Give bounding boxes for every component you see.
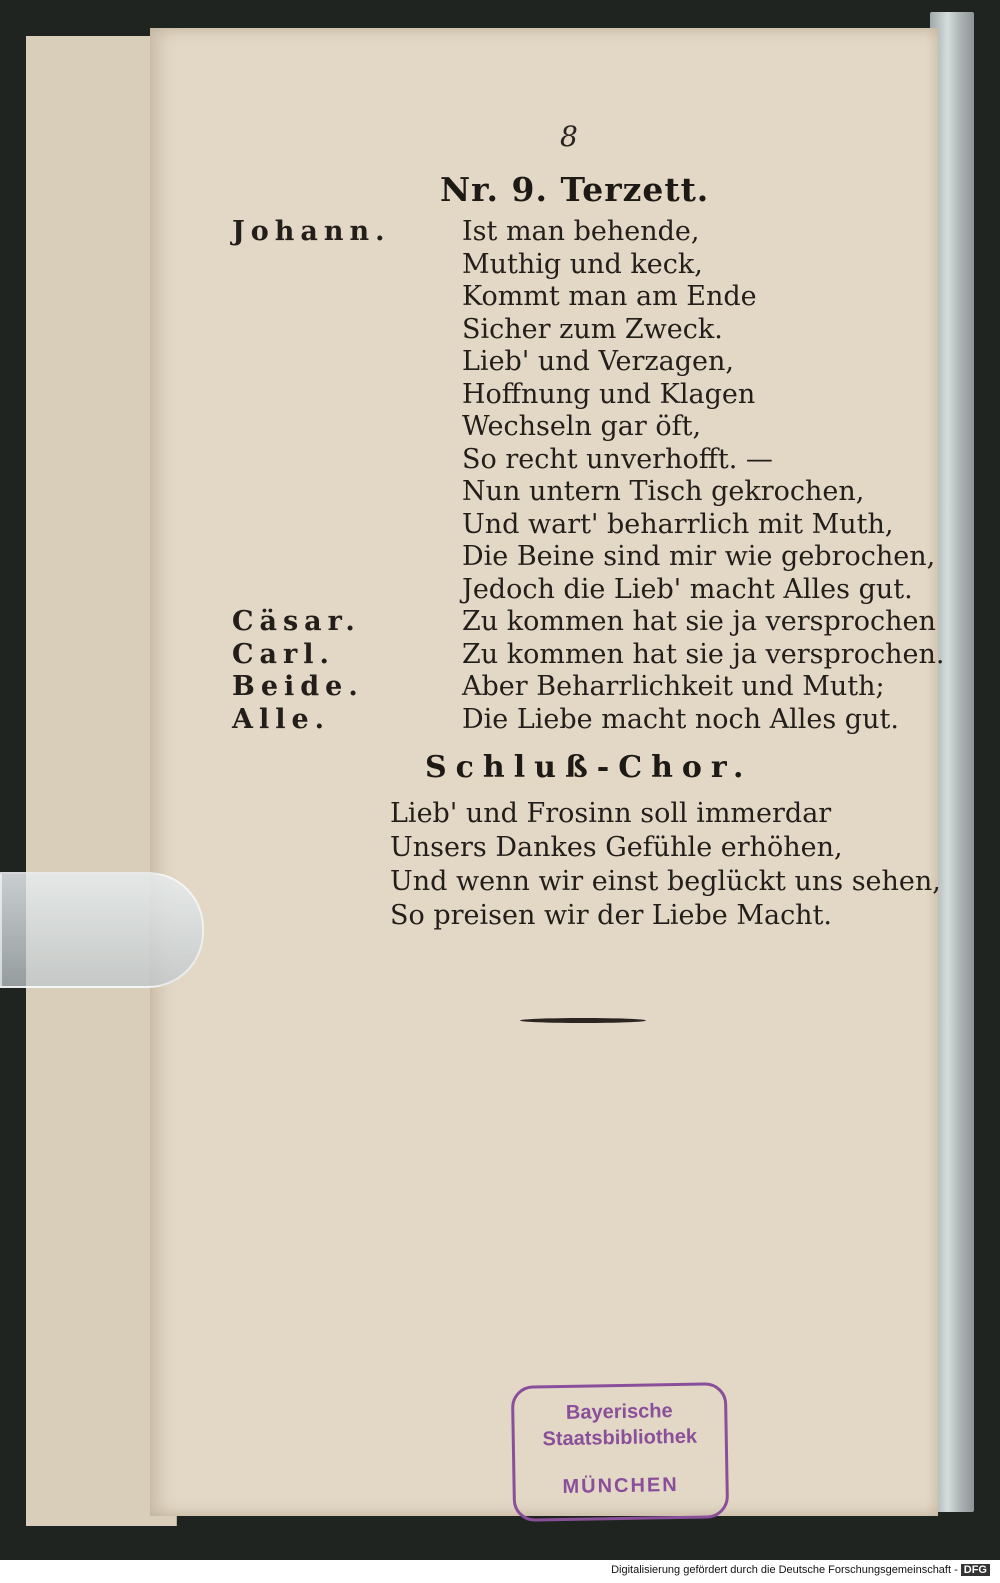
verse-line: Wechseln gar öft, [462,411,702,442]
verse-row [232,606,936,638]
library-stamp [511,1382,729,1522]
verse-row [232,216,922,248]
verse-row [232,509,922,541]
verse-row [232,314,922,346]
verse-row [232,704,922,736]
verse-line: Und wart' beharrlich mit Muth, [462,508,894,540]
verse-line: Die Liebe macht noch Alles gut. [462,703,899,735]
page-clip [0,872,204,988]
chorus-line: Lieb' und Frosinn soll immerdar [390,798,832,829]
footer-credit [607,1562,994,1578]
footer-text: Digitalisierung gefördert durch die Deutsche Forschungsgemeinschaft - [611,1564,958,1576]
speaker-name: Alle. [232,703,331,735]
divider-ornament [520,1018,646,1023]
verse-line: Nun untern Tisch gekrochen, [462,476,865,507]
verse-line: Sicher zum Zweck. [462,313,723,345]
speaker-name: Johann. [232,216,391,247]
verse-row [232,541,936,573]
verse-line: Muthig und keck, [462,248,703,280]
verse-line: So recht unverhofft. — [462,443,773,475]
dfg-logo: DFG [961,1564,990,1576]
page-number: 8 [560,120,578,153]
verse-line: Jedoch die Lieb' macht Alles gut. [462,573,913,605]
verse-line: Ist man behende, [462,216,700,247]
verse-line: Aber Beharrlichkeit und Muth; [462,671,885,702]
verse-row [232,574,922,606]
verse-row [232,379,922,411]
stamp-line: Bayerische [565,1400,673,1424]
verse-line: Kommt man am Ende [462,281,757,312]
verse-line: Zu kommen hat sie ja versprochen [462,606,936,637]
verse-line: Zu kommen hat sie ja versprochen. [462,638,945,670]
speaker-name: Carl. [232,638,335,670]
stamp-line: MÜNCHEN [562,1473,679,1499]
verse-row [232,476,922,508]
verse-row [232,281,922,313]
verse-row [232,411,922,443]
verse-line: Hoffnung und Klagen [462,378,756,410]
chorus-line: Unsers Dankes Gefühle erhöhen, [390,832,843,863]
page-heading: Nr. 9. Terzett. [440,170,710,209]
verse-line: Die Beine sind mir wie gebrochen, [462,541,936,572]
verse-row [232,671,922,703]
speaker-name: Beide. [232,671,364,702]
stamp-line: Staatsbibliothek [542,1425,698,1451]
speaker-name: Cäsar. [232,606,361,637]
verse-row [232,346,922,378]
chorus-line: Und wenn wir einst beglückt uns sehen, [390,866,941,897]
verse-line: Lieb' und Verzagen, [462,346,734,377]
chorus-title: Schluß-Chor. [425,750,753,785]
verse-row [232,249,922,281]
book-page [150,28,945,1516]
verse-row [232,638,945,671]
chorus-line: So preisen wir der Liebe Macht. [390,900,833,931]
verse-row [232,444,922,476]
